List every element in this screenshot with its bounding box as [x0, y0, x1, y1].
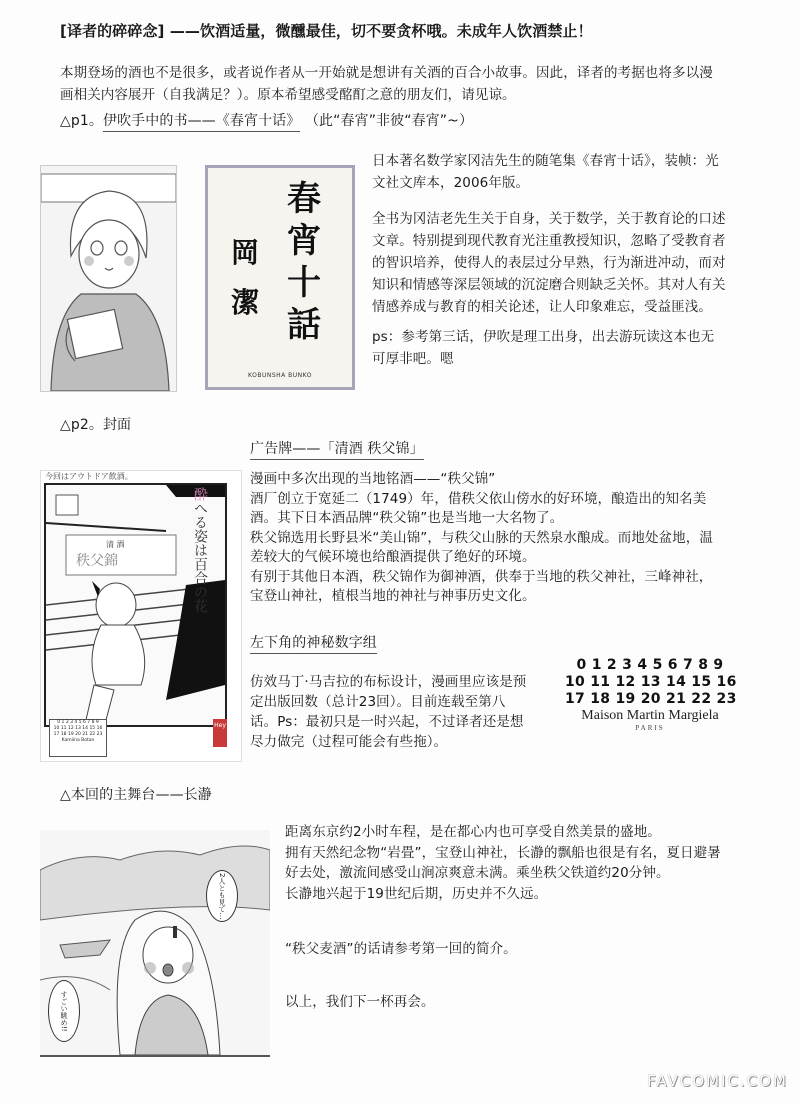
site-watermark: FAVCOMIC.COM — [647, 1072, 788, 1090]
section1-title: 伊吹手中的书——《春宵十话》 — [103, 113, 300, 132]
text-line: 漫画中多次出现的当地铭酒——“秩父锦” — [250, 471, 496, 487]
manga-illustration-icon — [41, 166, 176, 391]
intro-line: 画相关内容展开（自我满足？）。原本希望感受酩酊之意的朋友们，请见谅。 — [60, 87, 516, 103]
subsection-numbers-heading: 左下角的神秘数字组 — [250, 634, 377, 653]
text-line: 距离东京约2小时车程，是在都心内也可享受自然美景的盛地。 — [285, 824, 661, 840]
manga-panel-nagatoro — [40, 830, 270, 1057]
text-line: 文社文库本，2006年版。 — [372, 175, 530, 191]
text-line: 仿效马丁·马吉拉的布标设计，漫画里应该是预 — [250, 674, 527, 690]
text-line: 全书为冈洁老先生关于自身，关于数学，关于教育论的口述 — [372, 211, 726, 227]
publisher-stamp: Hey — [213, 719, 227, 747]
text-line: 话。Ps：最初只是一时兴起，不过译者还是想 — [250, 714, 524, 730]
text-line: 差较大的气候环境也给酿酒提供了绝好的环境。 — [250, 549, 536, 565]
section2-heading: △p2。封面 — [60, 417, 132, 433]
text-line: 有别于其他日本酒，秩父锦作为御神酒，供奉于当地的秩父神社，三峰神社， — [250, 568, 713, 585]
section1-paragraph-1 — [372, 150, 719, 194]
svg-text:清 酒: 清 酒 — [106, 540, 125, 549]
text-line: 宝登山神社，植根当地的神社与神事历史文化。 — [250, 588, 536, 604]
page-title: [译者的碎碎念] ——饮酒适量，微醺最佳，切不要贪杯哦。未成年人饮酒禁止！ — [60, 22, 593, 40]
text-line: 好去处，激流间感受山涧凉爽意未满。乘坐秩父铁道约20分钟。 — [285, 865, 670, 881]
section1-paragraph-3 — [372, 326, 714, 370]
text-line: 日本著名数学家冈洁先生的随笔集《春宵十话》，装帧：光 — [372, 153, 719, 169]
text-line: 尽力做完（过程可能会有些拖）。 — [250, 734, 448, 750]
label-brand: Maison Martin Margiela — [581, 708, 719, 723]
text-line: 秩父锦选用长野县米“美山锦”，与秩父山脉的天然泉水酿成。而地处盆地，温 — [250, 529, 713, 546]
subsection-numbers-text — [250, 672, 526, 752]
book-author: 岡 潔 — [230, 236, 259, 319]
text-line: 文章。特别提到现代教育光注重教授知识，忽略了受教育者 — [372, 233, 726, 249]
section1-paragraph-2 — [372, 208, 726, 318]
text-line: 知识和情感等深层领域的沉淀磨合则缺乏关怀。其对人有关 — [372, 277, 726, 293]
subsection-signboard-text — [250, 470, 713, 607]
svg-text:秩父錦: 秩父錦 — [76, 553, 118, 569]
manga-panel-ibuki-reading — [40, 165, 177, 392]
section3-paragraph-1 — [285, 822, 721, 904]
section1-note: （此“春宵”非彼“春宵”~） — [304, 113, 474, 129]
section3-paragraph-2: “秩父麦酒”的话请参考第一回的简介。 — [285, 941, 517, 957]
book-title: 春 宵 十 話 — [287, 179, 321, 345]
label-number-row: 17 18 19 20 21 22 23 — [565, 691, 737, 707]
text-line: 拥有天然纪念物“岩畳”，宝登山神社，长瀞的飘船也很是有名，夏日避暑 — [285, 844, 721, 861]
label-number-row: 10 11 12 13 14 15 16 — [565, 674, 737, 690]
text-line: ps：参考第三话，伊吹是理工出身，出去游玩读这本也无 — [372, 329, 715, 345]
speech-bubble: すごい眺め!! — [48, 980, 80, 1042]
text-line: 长瀞地兴起于19世纪后期，历史并不久远。 — [285, 885, 548, 902]
text-line: 的智识培养，使得人的表层过分早熟，行为渐进冲动，而对 — [372, 255, 726, 271]
cover-caption: 今回はアウトドア飲酒。 — [45, 472, 133, 481]
margiela-label-image — [565, 657, 735, 732]
book-cover-shunshou-juwa — [205, 165, 355, 390]
text-line: 定出版回数（总计23回）。目前连载至第八 — [250, 694, 506, 710]
cover-frame — [44, 483, 227, 727]
intro-line: 本期登场的酒也不是很多，或者说作者从一开始就是想讲有关酒的百合小故事。因此，译者的考据也将多以漫 — [60, 65, 713, 81]
text-line: 酒厂创立于宽延二（1749）年，借秩父依山傍水的好环境，酿造出的知名美 — [250, 490, 707, 507]
speech-bubble: 2人とも見て… — [206, 870, 238, 922]
text-line: 情感养成与教育的相关论述，让人印象难忘，受益匪浅。 — [372, 299, 712, 315]
cover-number-label: 0 1 2 3 4 5 6 7 8 9 10 11 12 13 14 15 16 17 18 19 20 21 22 23 Kamiina Botan — [49, 719, 107, 757]
label-number-row: 0 1 2 3 4 5 6 7 8 9 — [576, 657, 724, 673]
book-publisher: KOBUNSHA BUNKO — [248, 372, 312, 379]
subsection-signboard-heading: 广告牌——「清酒 秩父锦」 — [250, 440, 424, 459]
section3-heading: △本回的主舞台——长瀞 — [60, 787, 212, 803]
text-line: 可厚非吧。嗯 — [372, 351, 454, 367]
section-marker: △p1。 — [60, 113, 103, 129]
label-city: PARIS — [635, 724, 665, 732]
cover-vertical-title: 酔へる姿は百合の花 — [192, 487, 208, 613]
section3-closing: 以上，我们下一杯再会。 — [285, 994, 435, 1010]
manga-cover-image — [40, 470, 242, 762]
text-line: 酒。其下日本酒品牌“秩父锦”也是当地一大名物了。 — [250, 510, 564, 526]
intro-paragraph — [60, 62, 713, 106]
section1-heading — [60, 112, 473, 131]
